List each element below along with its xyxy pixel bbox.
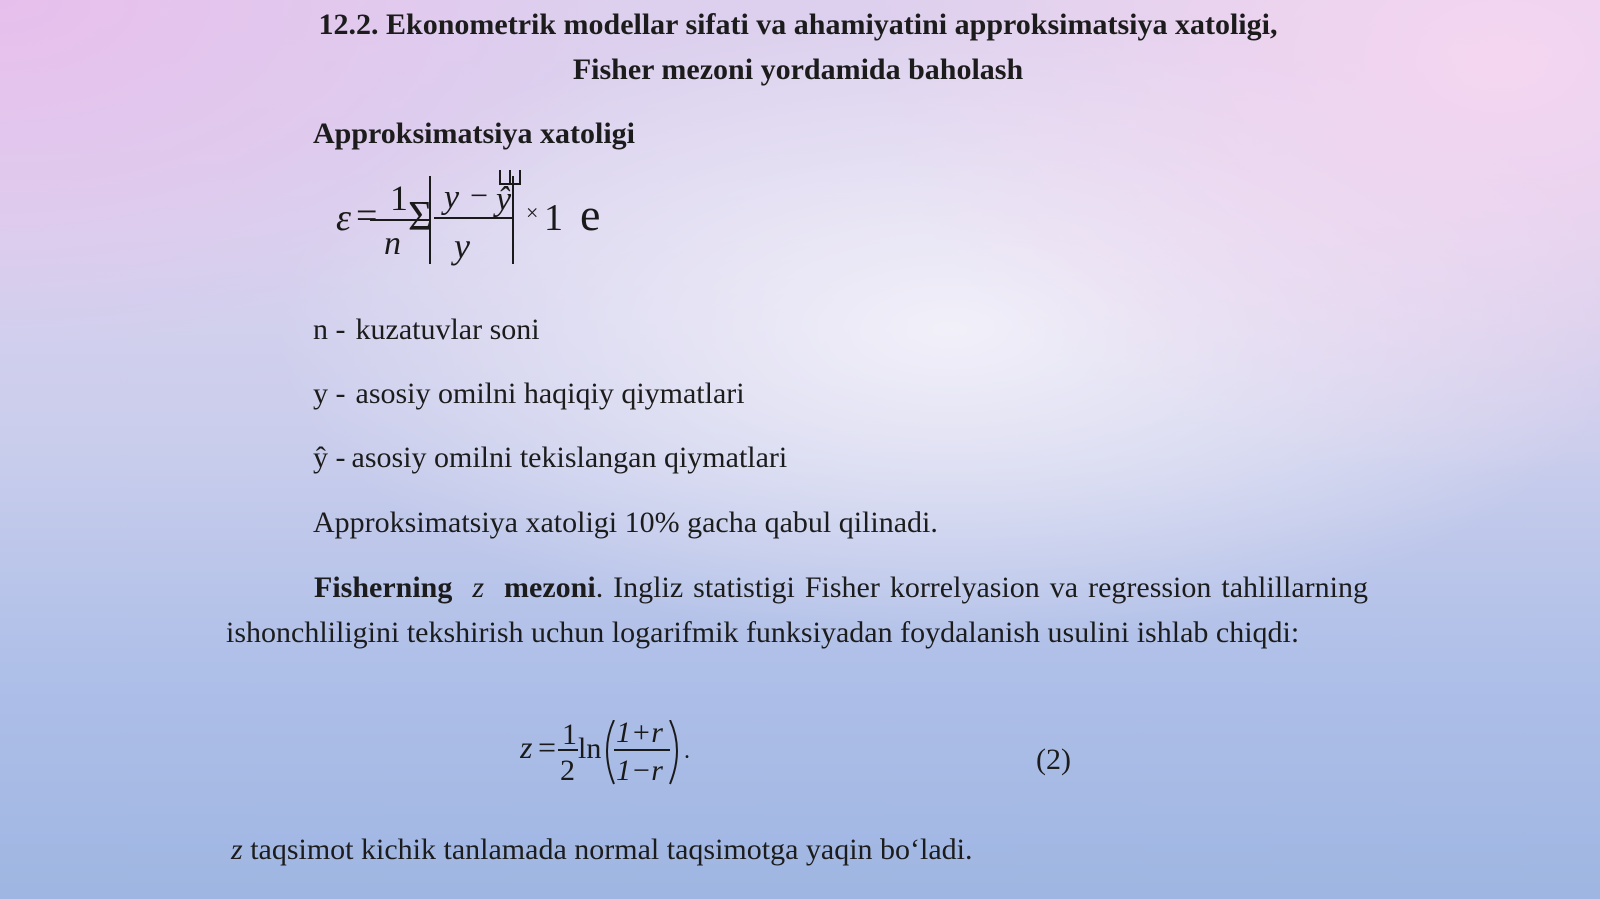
fisher-z-variable: z <box>472 571 485 604</box>
formula-n: n <box>384 225 401 262</box>
closing-z-variable: z <box>231 833 243 866</box>
acceptance-note: Approksimatsiya xatoligi 10% gacha qabul qilinadi. <box>313 506 938 539</box>
formula2-numerator: 1+r <box>616 720 663 749</box>
formula2-z: z <box>520 729 533 765</box>
formula-epsilon: ε <box>336 197 351 239</box>
section-heading: Approksimatsiya xatoligi <box>313 117 635 150</box>
definition-text: kuzatuvlar soni <box>355 313 540 346</box>
fisher-z-formula <box>520 720 720 800</box>
definition-text: asosiy omilni haqiqiy qiymatlari <box>355 377 745 410</box>
formula-tail: e <box>580 189 601 240</box>
definition-symbol: ŷ - <box>313 441 346 474</box>
formula-y-hat: ŷ <box>496 181 512 218</box>
fisher-paragraph <box>226 565 1368 655</box>
formula-minus: − <box>470 177 489 213</box>
formula2-denominator: 1−r <box>616 754 663 787</box>
formula-equals: = <box>356 195 378 237</box>
formula2-period: . <box>684 738 690 764</box>
formula2-ln: ln <box>578 732 602 765</box>
formula2-one: 1 <box>562 720 577 751</box>
slide-title-line-2: Fisher mezoni yordamida baholash <box>572 53 1024 86</box>
formula-times: × <box>526 200 539 225</box>
formula2-left-paren <box>607 720 614 784</box>
formula-hundred: 1 <box>544 197 563 239</box>
definition-n <box>313 310 540 350</box>
formula-y-denominator: y <box>454 226 470 266</box>
formula-one: 1 <box>390 178 408 218</box>
formula-sigma: Σ <box>408 194 433 240</box>
formula-2-graphic <box>520 720 720 800</box>
closing-sentence-text: taqsimot kichik tanlamada normal taqsimotga yaqin bo‘ladi. <box>242 833 973 866</box>
equation-number: (2) <box>1036 743 1071 776</box>
formula-y-numerator: y <box>444 179 460 216</box>
definition-text: asosiy omilni tekislangan qiymatlari <box>351 441 788 474</box>
approximation-error-formula <box>330 164 640 274</box>
definition-y <box>313 374 745 414</box>
closing-sentence <box>231 830 973 870</box>
formula-1-graphic <box>330 164 640 274</box>
formula2-equals: = <box>538 729 557 765</box>
formula2-right-paren <box>670 720 677 784</box>
definition-y-hat <box>313 438 787 478</box>
definition-symbol: n - <box>313 313 346 346</box>
fisher-bold-term: mezoni <box>504 571 596 604</box>
fisher-paragraph-text: . Ingliz statistigi Fisher korrelyasion va regression tahlillarning ishonchliligini tekshirish uchun logarifmik funksiyadan foydalanish usulini ishlab chiqdi: <box>226 571 1369 649</box>
fisher-bold-lead: Fisherning <box>314 571 453 604</box>
formula2-two: 2 <box>560 754 575 787</box>
slide-title-line-1: 12.2. Ekonometrik modellar sifati va ahamiyatini approksimatsiya xatoligi, <box>318 8 1278 41</box>
definition-symbol: y - <box>313 377 346 410</box>
